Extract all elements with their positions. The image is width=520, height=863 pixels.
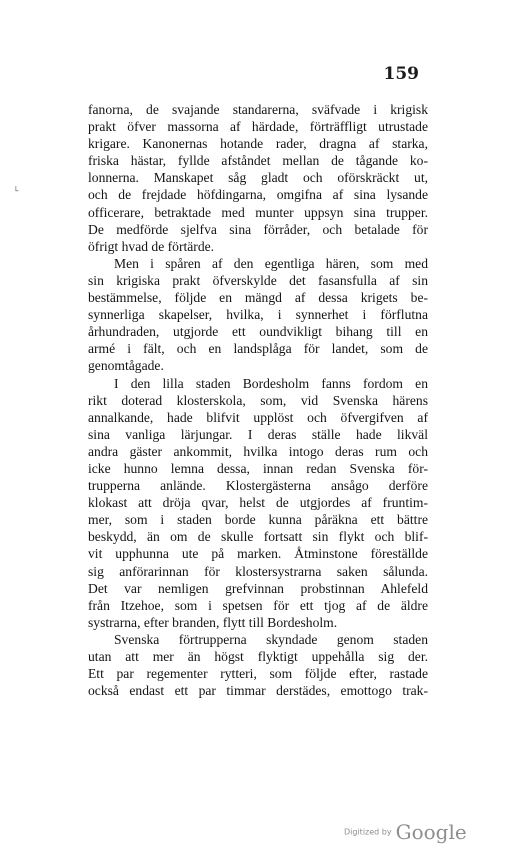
text-line: lonnerna. Manskapet såg gladt och oförskräckt ut, (88, 170, 428, 186)
text-line: friska hästar, fyllde afståndet mellan de tågande ko- (88, 153, 428, 169)
text-line: klokast att dröja qvar, helst de utgjordes af fruntim- (88, 495, 428, 511)
body-text (88, 101, 428, 699)
text-line: synnerliga skapelser, hvilka, i synnerhet i förflutna (88, 307, 428, 323)
google-logo: Google (395, 820, 467, 844)
text-line: icke hunno lemna dessa, innan redan Svenska för- (88, 460, 428, 476)
text-line: genomtågade. (88, 358, 164, 374)
text-line: prakt öfver massorna af härdade, förträffligt utrustade (88, 119, 428, 135)
text-line: beskydd, än om de skulle fortsatt sin flykt och blif- (88, 529, 428, 545)
text-line: sina vanliga lärjungar. I deras ställe hade likväl (88, 426, 428, 442)
text-line: bestämmelse, följde en mängd af dessa krigets be- (88, 290, 428, 306)
margin-mark: ˪ (15, 180, 19, 194)
text-line: armé i fält, och en landsplåga för landet, som de (88, 341, 428, 357)
text-line: rikt doterad klosterskola, som, vid Svenska härens (88, 392, 428, 408)
text-line: och de frejdade höfdingarna, omgifna af sina lysande (88, 187, 428, 203)
paragraph-first-line: I den lilla staden Bordesholm fanns fordom en (114, 375, 428, 391)
text-line: trupperna anlände. Klostergästerna ansågo derföre (88, 478, 428, 494)
text-line: öfrigt hvad de förtärde. (88, 238, 215, 254)
text-line: utan att mer än högst flyktigt uppehålla sig der. (88, 649, 428, 664)
text-line: Ett par regementer rytteri, som följde efter, rastade (88, 666, 428, 682)
text-line: andra gäster ankommit, hvilka intogo deras rum och (88, 443, 428, 459)
paragraph-first-line: Svenska förtrupperna skyndade genom staden (114, 631, 428, 647)
text-line: De medförde sjelfva sina förråder, och betalade för (88, 221, 428, 237)
text-line: sin krigiska prakt öfverskylde det fasansfulla af sin (88, 272, 428, 288)
text-line: mer, som i staden borde kunna påräkna ett bättre (88, 512, 428, 528)
text-line: annalkande, hade blifvit upplöst och öfvergifven af (88, 409, 428, 425)
text-line: också endast ett par timmar derstädes, emottogo trak- (88, 683, 428, 699)
digitized-by-label: Digitized by (344, 827, 392, 837)
text-line: officerare, betraktade med munter uppsyn sina trupper. (88, 204, 428, 220)
text-line: sig anförarinnan för klostersystrarna saken sålunda. (88, 563, 428, 579)
page-number: 159 (383, 64, 419, 84)
text-line: fanorna, de svajande standarerna, sväfvade i krigisk (88, 102, 428, 117)
text-line: Det var nemligen grefvinnan probstinnan Ahlefeld (88, 580, 428, 596)
text-line: krigare. Kanonernas hotande rader, dragna af starka, (88, 136, 428, 152)
text-line: vit upphunna ute på marken. Åtminstone föreställde (88, 546, 428, 562)
digitized-watermark (344, 820, 467, 844)
text-line: från Itzehoe, som i spetsen för ett tjog af de äldre (88, 597, 428, 613)
text-line: århundraden, utgjorde ett oundvikligt bihang till en (88, 324, 428, 340)
paragraph-first-line: Men i spåren af den egentliga hären, som med (114, 255, 428, 271)
text-line: systrarna, efter branden, flytt till Bordesholm. (88, 614, 338, 630)
